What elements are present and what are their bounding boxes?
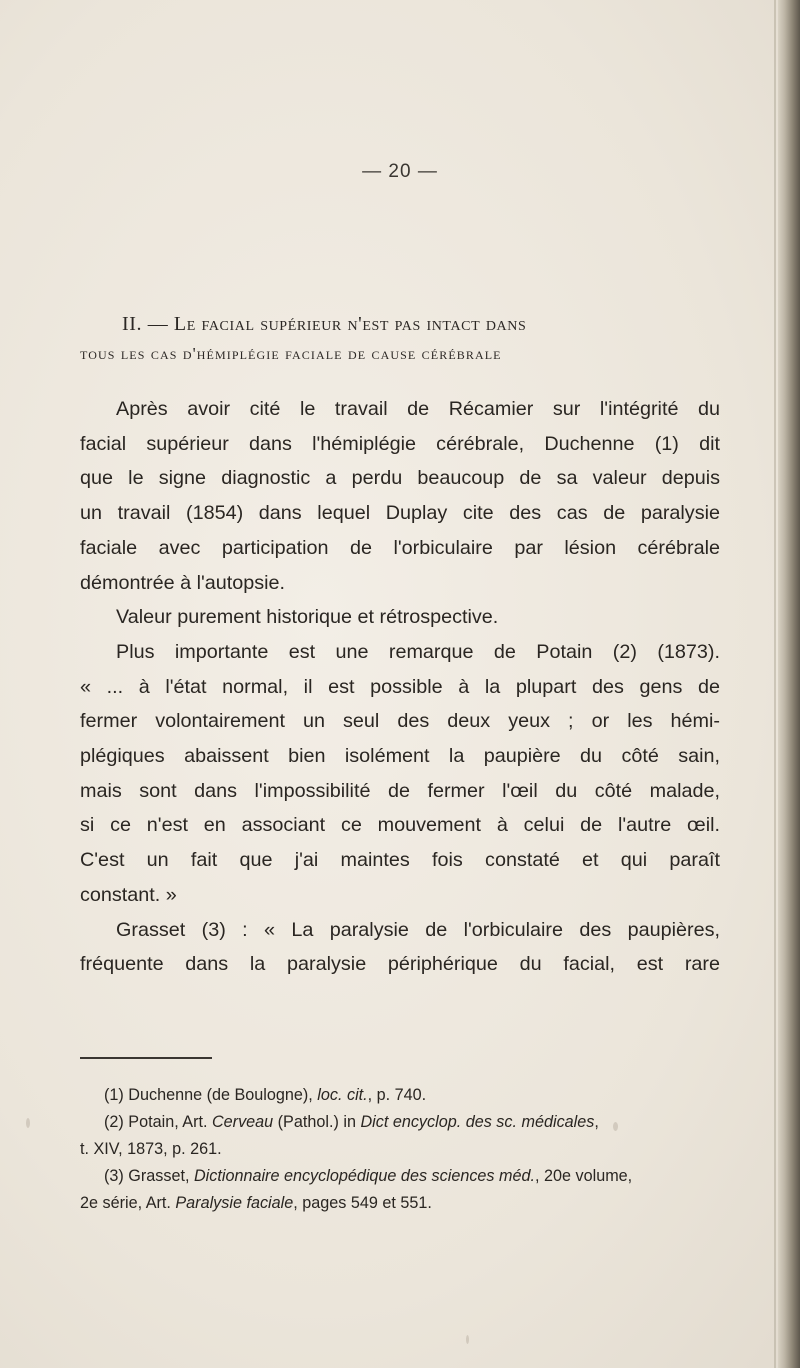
body-line: C'est un fait que j'ai maintes fois constaté et qui paraît: [80, 849, 720, 872]
body-line: Après avoir cité le travail de Récamier sur l'intégrité du: [116, 398, 720, 420]
body-line: faciale avec participation de l'orbiculaire par lésion cérébrale: [80, 536, 720, 559]
body-line: constant. »: [80, 883, 177, 906]
footnote-2: (2) Potain, Art. Cerveau (Pathol.) in Dict encyclop. des sc. médicales,: [104, 1113, 599, 1131]
body-line: mais sont dans l'impossibilité de fermer l'œil du côté malade,: [80, 779, 720, 802]
footnote-1: (1) Duchenne (de Boulogne), loc. cit., p. 740.: [104, 1086, 427, 1104]
body-line: fréquente dans la paralysie périphérique du facial, est rare: [80, 953, 720, 976]
body-line: Plus importante est une remarque de Potain (2) (1873).: [116, 640, 720, 663]
paper-stain: [613, 1122, 618, 1131]
section-heading-line-2: tous les cas d'hémiplégie faciale de cause cérébrale: [80, 344, 502, 363]
paper-stain: [26, 1118, 30, 1128]
page-number: — 20 —: [362, 161, 438, 182]
body-line: Grasset (3) : « La paralysie de l'orbiculaire des paupières,: [116, 918, 720, 941]
body-text: [80, 392, 720, 982]
paper-stain: [466, 1335, 469, 1344]
body-line: démontrée à l'autopsie.: [80, 571, 286, 594]
footnote-3-continuation: 2e série, Art. Paralysie faciale, pages 549 et 551.: [80, 1194, 432, 1212]
body-line: un travail (1854) dans lequel Duplay cite des cas de paralysie: [80, 502, 720, 525]
body-line: plégiques abaissent bien isolément la paupière du côté sain,: [80, 745, 720, 768]
body-line: si ce n'est en associant ce mouvement à celui de l'autre œil.: [80, 814, 720, 837]
footnote-2-continuation: t. XIV, 1873, p. 261.: [80, 1140, 222, 1158]
body-line: fermer volontairement un seul des deux yeux ; or les hémi-: [80, 710, 720, 733]
binding-shadow-line: [774, 0, 776, 1368]
section-heading-line-1: II. — Le facial supérieur n'est pas intact dans: [122, 313, 527, 335]
footnote-separator: [80, 1057, 212, 1059]
footnotes: [80, 1082, 720, 1217]
body-line: que le signe diagnostic a perdu beaucoup de sa valeur depuis: [80, 467, 720, 490]
footnote-3: (3) Grasset, Dictionnaire encyclopédique des sciences méd., 20e volume,: [104, 1167, 633, 1185]
body-line: facial supérieur dans l'hémiplégie cérébrale, Duchenne (1) dit: [80, 432, 720, 455]
book-binding-edge: [778, 0, 800, 1368]
body-line: Valeur purement historique et rétrospective.: [116, 606, 499, 629]
body-line: « ... à l'état normal, il est possible à la plupart des gens de: [80, 675, 720, 698]
